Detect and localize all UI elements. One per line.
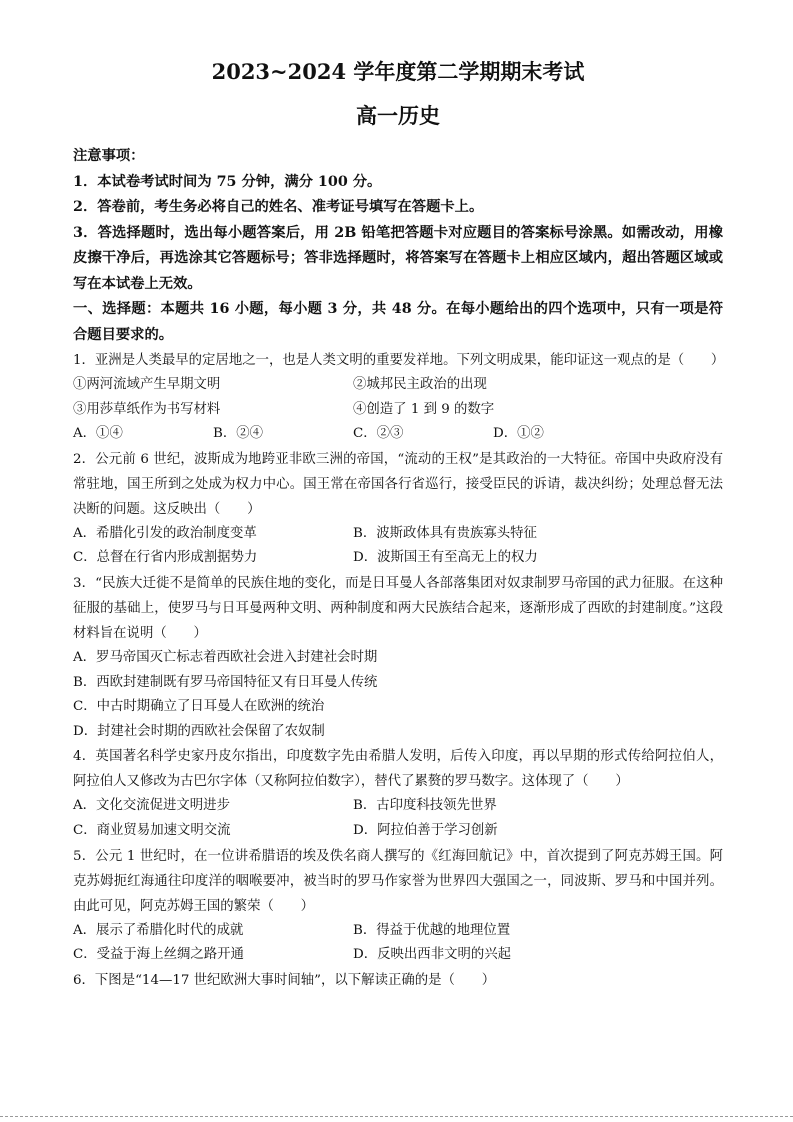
notes-heading: 注意事项： bbox=[73, 148, 145, 164]
note-item: 2．答卷前，考生务必将自己的姓名、准考证号填写在答题卡上。 bbox=[73, 199, 484, 215]
question-stem: 6．下图是“14—17 世纪欧洲大事时间轴”，以下解读正确的是（ ） bbox=[73, 972, 496, 988]
note-item: 3．答选择题时，选出每小题答案后，用 2B 铅笔把答题卡对应题目的答案标号涂黑。如需改动，用橡皮擦干净后，再选涂其它答题标号；答非选择题时，将答案写在答题卡上相应区域内，超出答题区域或写在本试卷上无效。 bbox=[73, 224, 723, 292]
question-statements bbox=[73, 373, 723, 422]
option-c: C．②③ bbox=[353, 426, 404, 442]
option-d: D．阿拉伯善于学习创新 bbox=[353, 822, 498, 838]
question-3 bbox=[73, 571, 723, 744]
question-stem: 3．“民族大迁徙不是简单的民族住地的变化，而是日耳曼人各部落集团对奴隶制罗马帝国的武力征服。在这种征服的基础上，使罗马与日耳曼两种文明、两种制度和两大民族结合起来，逐渐形成了西欧的封建制度。”这段材料旨在说明（ ） bbox=[73, 575, 723, 641]
question-6 bbox=[73, 968, 723, 993]
option-c: C．总督在行省内形成割据势力 bbox=[73, 550, 258, 566]
option-d: D．反映出西非文明的兴起 bbox=[353, 947, 512, 963]
question-1 bbox=[73, 348, 723, 447]
page-bottom-divider bbox=[0, 1116, 793, 1117]
question-stem: 5．公元 1 世纪时，在一位讲希腊语的埃及佚名商人撰写的《红海回航记》中，首次提到了阿克苏姆王国。阿克苏姆扼红海通往印度洋的咽喉要冲，被当时的罗马作家誉为世界四大强国之一，同波斯、罗马和中国并列。由此可见，阿克苏姆王国的繁荣（ ） bbox=[73, 848, 723, 914]
option-c: C．中古时期确立了日耳曼人在欧洲的统治 bbox=[73, 699, 325, 715]
option-a: A．罗马帝国灭亡标志着西欧社会进入封建社会时期 bbox=[73, 649, 378, 665]
question-5 bbox=[73, 844, 723, 968]
answer-options bbox=[73, 522, 723, 571]
exam-page bbox=[73, 58, 723, 993]
answer-options bbox=[73, 422, 723, 447]
option-a: A．展示了希腊化时代的成就 bbox=[73, 922, 244, 938]
question-stem: 4．英国著名科学史家丹皮尔指出，印度数字先由希腊人发明，后传入印度，再以早期的形式传给阿拉伯人，阿拉伯人又修改为古巴尔字体（又称阿拉伯数字），替代了累赘的罗马数字。这体现了（ ） bbox=[73, 749, 723, 790]
exam-subject: 高一历史 bbox=[356, 103, 440, 128]
question-stem: 1．亚洲是人类最早的定居地之一，也是人类文明的重要发祥地。下列文明成果，能印证这一观点的是（ ） bbox=[73, 353, 725, 368]
statement-item: ③用莎草纸作为书写材料 bbox=[73, 401, 221, 417]
option-b: B．古印度科技领先世界 bbox=[353, 798, 497, 814]
question-4 bbox=[73, 744, 723, 843]
option-d: D．①② bbox=[493, 426, 544, 442]
option-b: B．得益于优越的地理位置 bbox=[353, 922, 511, 938]
statement-item: ①两河流域产生早期文明 bbox=[73, 377, 221, 392]
option-b: B．②④ bbox=[213, 426, 264, 442]
option-b: B．波斯政体具有贵族寡头特征 bbox=[353, 525, 537, 541]
notes-section bbox=[73, 144, 723, 297]
option-a: A．希腊化引发的政治制度变革 bbox=[73, 525, 257, 541]
statement-item: ④创造了 1 到 9 的数字 bbox=[353, 401, 495, 417]
answer-options bbox=[73, 794, 723, 843]
note-item: 1．本试卷考试时间为 75 分钟，满分 100 分。 bbox=[73, 173, 382, 190]
question-2 bbox=[73, 447, 723, 571]
option-c: C．受益于海上丝绸之路开通 bbox=[73, 947, 244, 963]
option-a: A．①④ bbox=[73, 426, 123, 442]
option-d: D．波斯国王有至高无上的权力 bbox=[353, 550, 538, 566]
answer-options bbox=[73, 919, 723, 968]
option-b: B．西欧封建制既有罗马帝国特征又有日耳曼人传统 bbox=[73, 674, 378, 690]
option-c: C．商业贸易加速文明交流 bbox=[73, 822, 231, 838]
statement-item: ②城邦民主政治的出现 bbox=[353, 377, 487, 392]
exam-title: 2023~2024 学年度第二学期期末考试 bbox=[211, 59, 585, 84]
option-d: D．封建社会时期的西欧社会保留了农奴制 bbox=[73, 723, 325, 739]
section-heading: 一、选择题：本题共 16 小题，每小题 3 分，共 48 分。在每小题给出的四个选项中，只有一项是符合题目要求的。 bbox=[73, 301, 723, 343]
question-stem: 2．公元前 6 世纪，波斯成为地跨亚非欧三洲的帝国，“流动的王权”是其政治的一大特征。帝国中央政府没有常驻地，国王所到之处成为权力中心。国王常在帝国各行省巡行，接受臣民的诉请，裁决纠纷；处理总督无法决断的问题。这反映出（ ） bbox=[73, 451, 723, 517]
option-a: A．文化交流促进文明进步 bbox=[73, 798, 230, 814]
